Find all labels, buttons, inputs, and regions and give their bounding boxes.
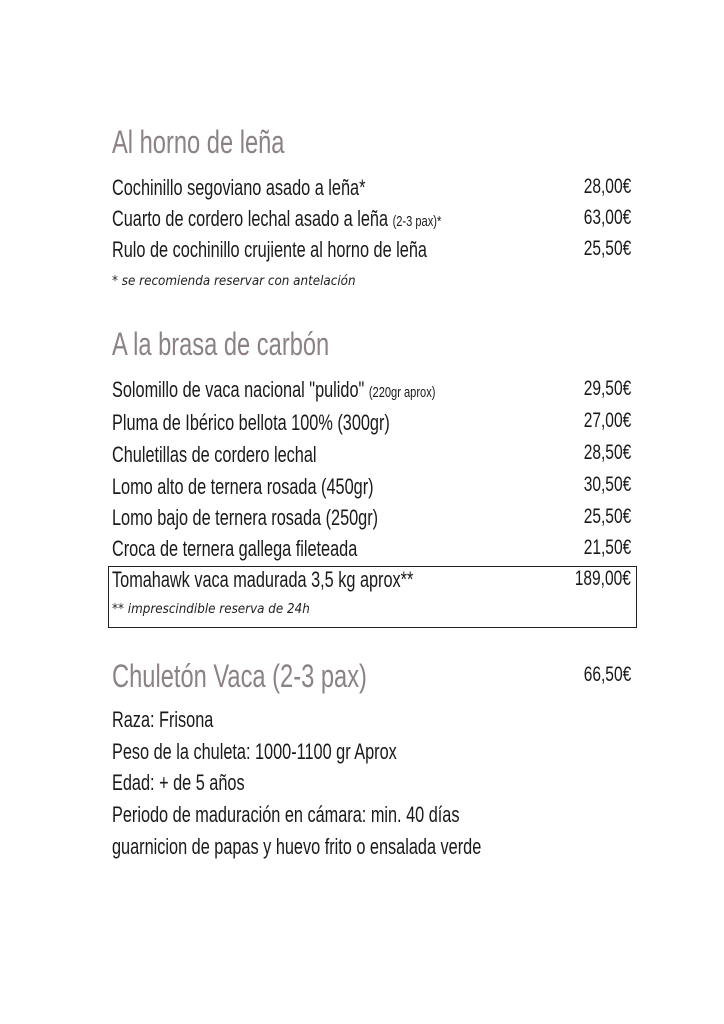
item-price: 28,50€	[583, 441, 631, 464]
item-name: Pluma de Ibérico bellota 100% (300gr)	[112, 410, 390, 435]
item-extra: (220gr aprox)	[368, 384, 436, 401]
menu-item	[112, 412, 390, 434]
item-name: Cuarto de cordero lechal asado a leña	[112, 206, 393, 231]
item-price: 25,50€	[583, 237, 631, 260]
item-price: 189,00€	[574, 567, 631, 590]
detail-line: Edad: + de 5 años	[112, 770, 245, 795]
item-name: Chuletillas de cordero lechal	[112, 442, 317, 467]
item-name: Rulo de cochinillo crujiente al horno de leña	[112, 237, 427, 262]
menu-item	[112, 177, 365, 199]
reservation-note: * se recomienda reservar con antelación	[112, 274, 356, 289]
section-title-brasa: A la brasa de carbón	[112, 326, 330, 362]
item-name: Lomo alto de ternera rosada (450gr)	[112, 474, 374, 499]
item-name: Lomo bajo de ternera rosada (250gr)	[112, 505, 379, 530]
menu-item	[112, 476, 374, 498]
item-name: Cochinillo segoviano asado a leña*	[112, 175, 366, 200]
section-title-horno: Al horno de leña	[112, 124, 285, 160]
item-price: 29,50€	[583, 377, 631, 400]
item-name: Tomahawk vaca madurada 3,5 kg aprox**	[112, 567, 414, 592]
item-name: Croca de ternera gallega fileteada	[112, 536, 358, 561]
detail-line: Peso de la chuleta: 1000-1100 gr Aprox	[112, 739, 397, 764]
menu-item	[112, 239, 427, 261]
detail-line: Raza: Frisona	[112, 707, 214, 732]
menu-item	[112, 444, 317, 466]
menu-item	[112, 379, 435, 401]
reservation-note: ** imprescindible reserva de 24h	[112, 602, 310, 617]
item-name: Solomillo de vaca nacional "pulido"	[112, 377, 369, 402]
section-title-chuleton: Chuletón Vaca (2-3 pax)	[112, 658, 367, 694]
detail-line: Periodo de maduración en cámara: min. 40 días	[112, 802, 460, 827]
menu-item	[112, 507, 378, 529]
item-price: 21,50€	[583, 536, 631, 559]
item-price: 63,00€	[583, 206, 631, 229]
menu-item-tomahawk	[112, 569, 413, 591]
item-price: 30,50€	[583, 473, 631, 496]
menu-item	[112, 208, 441, 230]
item-price: 66,50€	[583, 663, 631, 686]
item-price: 28,00€	[583, 175, 631, 198]
item-price: 27,00€	[583, 409, 631, 432]
item-extra: (2-3 pax)*	[392, 213, 442, 230]
detail-line: guarnicion de papas y huevo frito o ensalada verde	[112, 834, 482, 859]
menu-item	[112, 538, 357, 560]
item-price: 25,50€	[583, 505, 631, 528]
